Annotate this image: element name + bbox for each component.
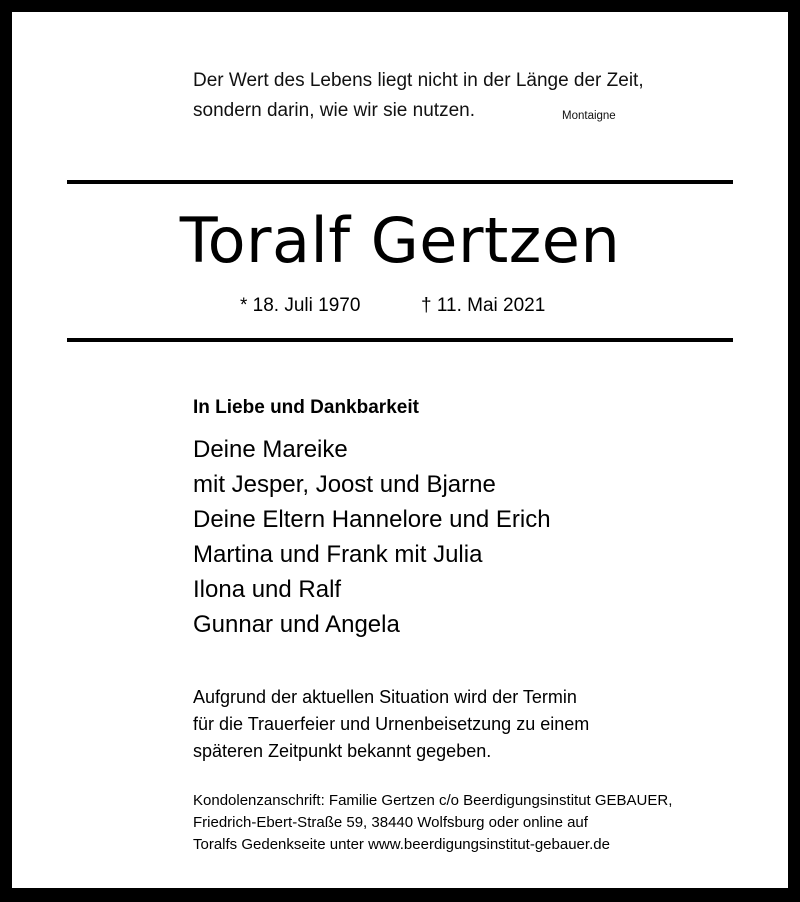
epigraph-quote	[193, 66, 733, 126]
condolence-line: Toralfs Gedenkseite unter www.beerdigungsinstitut-gebauer.de	[193, 836, 610, 853]
condolence-address	[193, 790, 672, 856]
obituary-notice	[12, 12, 788, 888]
notice-line: späteren Zeitpunkt bekannt gegeben.	[193, 741, 492, 761]
mourners-list	[193, 432, 551, 642]
birth-date: * 18. Juli 1970	[240, 295, 361, 316]
dedication-heading: In Liebe und Dankbarkeit	[193, 397, 419, 418]
mourner-line: Gunnar und Angela	[193, 611, 400, 638]
quote-author: Montaigne	[562, 110, 616, 122]
divider-bottom	[67, 338, 733, 342]
quote-line: Der Wert des Lebens liegt nicht in der Länge der Zeit,	[193, 70, 644, 91]
mourner-line: Deine Mareike	[193, 436, 348, 463]
notice-line: für die Trauerfeier und Urnenbeisetzung zu einem	[193, 714, 590, 734]
condolence-line: Kondolenzanschrift: Familie Gertzen c/o Beerdigungsinstitut GEBAUER,	[193, 792, 673, 809]
deceased-name: Toralf Gertzen	[179, 204, 621, 277]
divider-top	[67, 180, 733, 184]
notice-line: Aufgrund der aktuellen Situation wird der Termin	[193, 687, 577, 707]
condolence-line: Friedrich-Ebert-Straße 59, 38440 Wolfsburg oder online auf	[193, 814, 588, 831]
death-date: † 11. Mai 2021	[421, 295, 546, 316]
funeral-notice	[193, 684, 589, 765]
mourner-line: Martina und Frank mit Julia	[193, 541, 483, 568]
mourner-line: Deine Eltern Hannelore und Erich	[193, 506, 551, 533]
mourner-line: Ilona und Ralf	[193, 576, 342, 603]
mourner-line: mit Jesper, Joost und Bjarne	[193, 471, 496, 498]
quote-line: sondern darin, wie wir sie nutzen.	[193, 100, 475, 121]
